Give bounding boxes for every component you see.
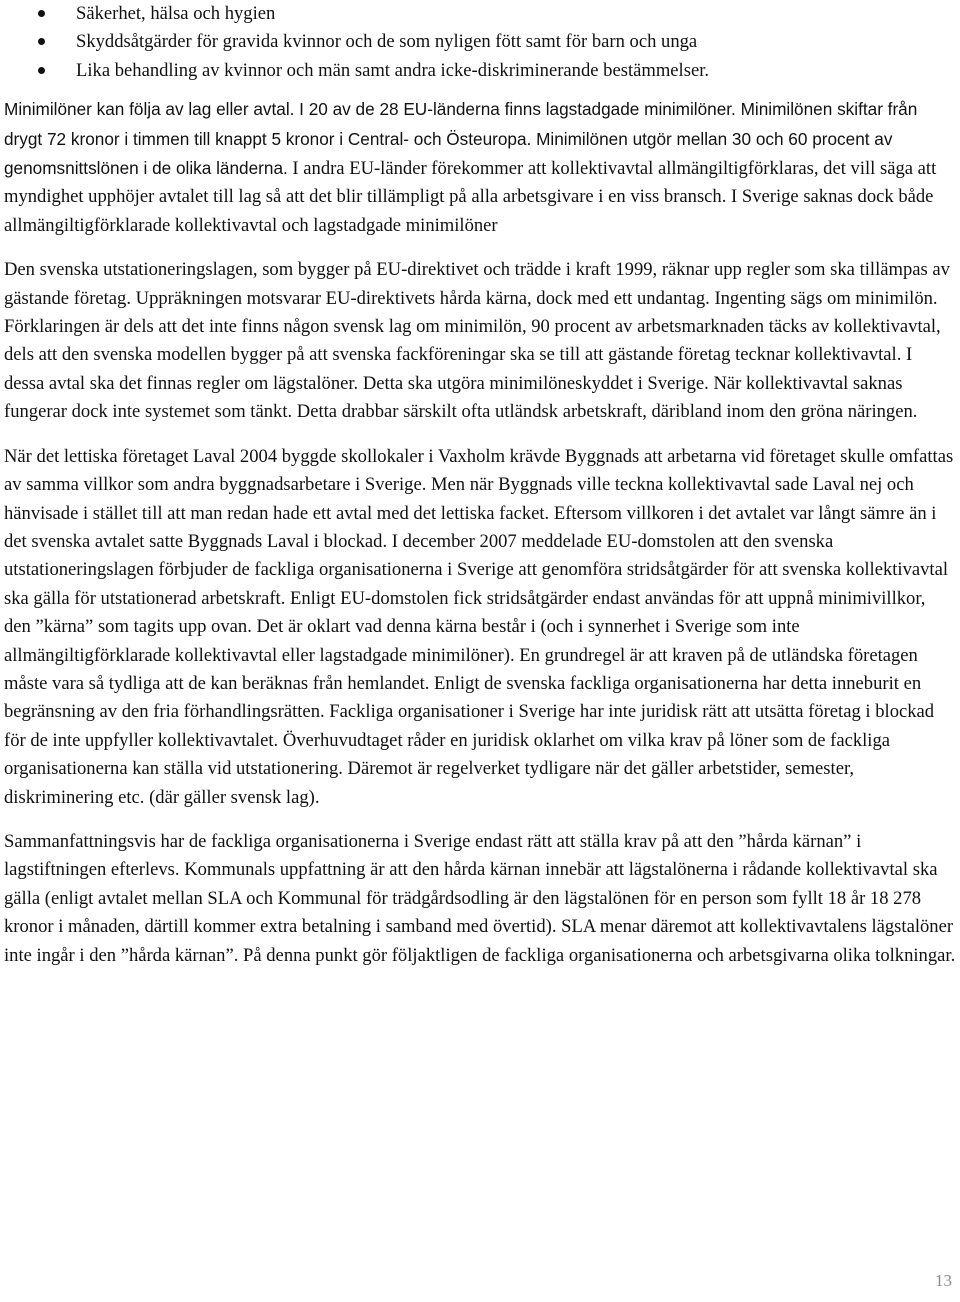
bullet-icon <box>38 67 45 74</box>
bullet-text: Lika behandling av kvinnor och män samt andra icke-diskriminerande bestämmelser. <box>76 59 710 81</box>
page-number: 13 <box>935 1271 952 1290</box>
paragraph-posting-law: Den svenska utstationeringslagen, som bygger på EU-direktivet och trädde i kraft 1999, räknar upp regler som ska tillämpas av gästande företag. Uppräkningen motsvarar EU-direktivets hårda kärna, dock med ett undantag. Ingenting sägs om minimilön. Förklaringen är dels att det inte finns någon svensk lag om minimilön, 90 procent av arbetsmarknaden täcks av kollektivavtal, dels att den svenska modellen bygger på att svenska fackföreningar ska se till att gästande företag tecknar kollektivavtal. I dessa avtal ska det finnas regler om lägstalöner. Detta ska utgöra minimilöneskyddet i Sverige. När kollektivavtal saknas fungerar dock inte systemet som tänkt. Detta drabbar särskilt ofta utländsk arbetskraft, däribland inom den gröna näringen. <box>4 259 950 423</box>
bullet-text: Säkerhet, hälsa och hygien <box>76 3 276 24</box>
paragraph-intro-text: Minimilöner kan följa av lag eller avtal. I 20 av de 28 EU-länderna finns lagstadgade minimilöner. Minimilönen skiftar från drygt 72 kronor i timmen till knappt 5 kronor i Central- och Östeuropa. Minimilönen utgör mellan 30 och 60 procent av genomsnittslönen i de olika länderna. <box>4 99 918 179</box>
bullet-text: Skyddsåtgärder för gravida kvinnor och de som nyligen fött samt för barn och unga <box>76 31 698 53</box>
paragraph-laval-case: När det lettiska företaget Laval 2004 byggde skollokaler i Vaxholm krävde Byggnads att arbetarna vid företaget skulle omfattas av samma villkor som andra byggnadsarbetare i Sverige. Men när Byggnads ville teckna kollektivavtal sade Laval nej och hänvisade i stället till att man redan hade ett avtal med det lettiska facket. Eftersom villkoren i det avtalet var långt sämre än i det svenska avtalet satte Byggnads Laval i blockad. I december 2007 meddelade EU-domstolen att den svenska utstationeringslagen förbjuder de fackliga organisationerna i Sverige att genomföra stridsåtgärder för att svenska kollektivavtal ska gälla för utstationerad arbetskraft. Enligt EU-domstolen fick stridsåtgärder endast användas för att uppnå minimivillkor, den ”kärna” som tagits upp ovan. Det är oklart vad denna kärna består i (och i synnerhet i Sverige som inte allmängiltigförklarade kollektivavtal eller lagstadgade minimilöner). En grundregel är att kraven på de utländska företagen måste vara så tydliga att de kan beräknas från hemlandet. Enligt de svenska fackliga organisationerna har detta inneburit en begränsning av den fria förhandlingsrätten. Fackliga organisationer i Sverige har inte juridisk rätt att utsätta företag i blockad för de inte uppfyller kollektivavtalet. Överhuvudtaget råder en juridisk oklarhet om vilka krav på löner som de fackliga organisationerna kan ställa vid utstationering. Däremot är regelverket tydligare när det gäller arbetstider, semester, diskriminering etc. (där gäller svensk lag). <box>4 445 954 808</box>
bullet-item <box>4 57 956 85</box>
bullet-item <box>4 28 956 56</box>
paragraph-text: I andra EU-länder förekommer att kollektivavtal allmängiltigförklaras, det vill säga att myndighet upphöjer avtalet till lag så att det blir tillämpligt på alla arbetsgivare i en viss bransch. I Sverige saknas dock både allmängiltigförklarade kollektivavtal och lagstadgade minimilöner <box>4 158 937 236</box>
bullet-item <box>4 0 956 28</box>
bullet-icon <box>38 38 45 45</box>
document-page <box>4 0 956 970</box>
paragraph-minimum-wages <box>4 95 956 240</box>
bullet-icon <box>38 10 45 17</box>
paragraph-summary: Sammanfattningsvis har de fackliga organisationerna i Sverige endast rätt att ställa krav på att den ”hårda kärnan” i lagstiftningen efterlevs. Kommunals uppfattning är att den hårda kärnan innebär att lägstalönerna i rådande kollektivavtal ska gälla (enligt avtalet mellan SLA och Kommunal för trädgårdsodling är den lägstalönen för en person som fyllt 18 år 18 278 kronor i månaden, därtill kommer extra betalning i samband med övertid). SLA menar däremot att kollektivavtalens lägstalöner inte ingår i den ”hårda kärnan”. På denna punkt gör följaktligen de fackliga organisationerna och arbetsgivarna olika tolkningar. <box>4 830 956 966</box>
bullet-list <box>4 0 956 85</box>
